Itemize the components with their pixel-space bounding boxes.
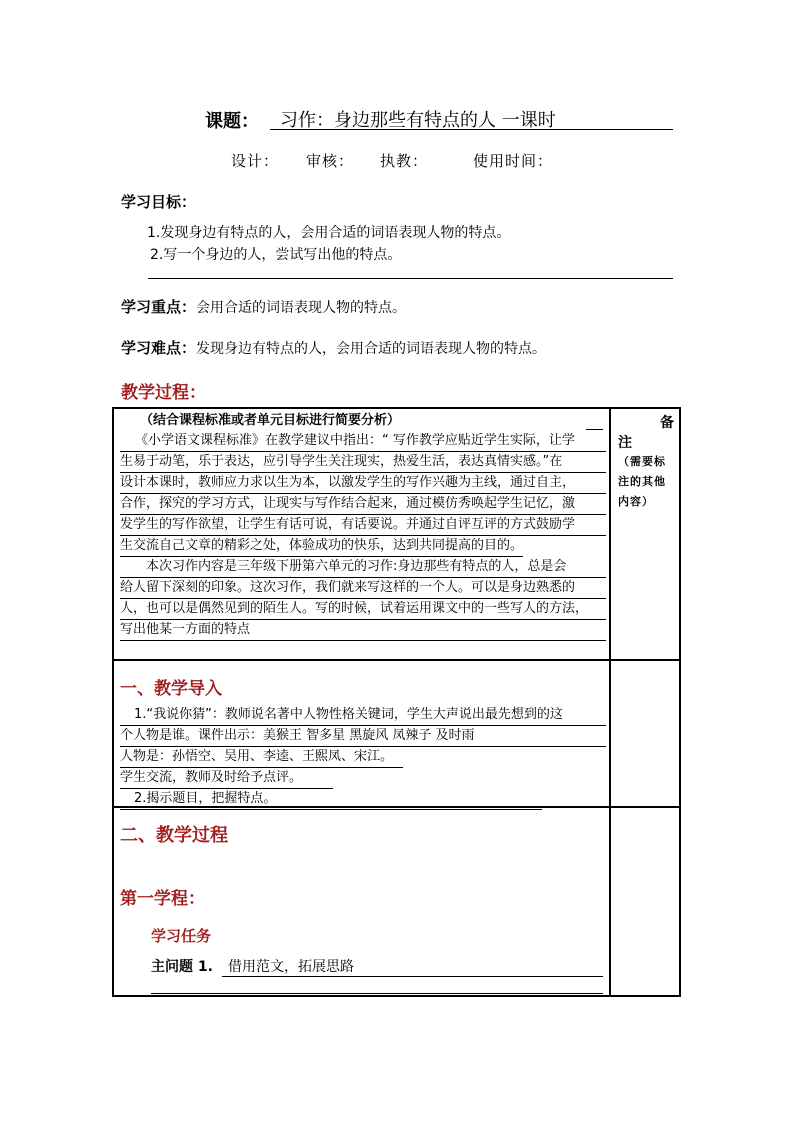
- main-question-label: 主问题 1.: [151, 959, 213, 975]
- intro-line: 本次习作内容是三年级下册第六单元的习作:身边那些有特点的人，总是会: [120, 557, 606, 578]
- main-question: [151, 956, 213, 976]
- objective-item-2: 2.写一个身边的人，尝试写出他的特点。: [150, 247, 402, 263]
- process-heading: 教学过程：: [121, 383, 206, 403]
- objective-item-1: 1.发现身边有特点的人，会用合适的词语表现人物的特点。: [147, 225, 511, 241]
- meta-design: 设计：: [231, 152, 280, 170]
- note-line: 内容）: [618, 495, 654, 508]
- section1-line: 个人物是谁。课件出示：美猴王 智多星 黑旋风 凤辣子 及时雨: [120, 726, 606, 747]
- main-question-text: 借用范文，拓展思路: [222, 956, 603, 977]
- intro-line: 生易于动笔，乐于表达，应引导学生关注现实，热爱生活，表达真情实感。”在: [120, 452, 606, 473]
- underline: [586, 429, 603, 430]
- section1-line: 人物是：孙悟空、吴用、李逵、王熙凤、宋江。: [120, 747, 403, 768]
- meta-date: 使用时间：: [473, 152, 554, 170]
- meta-review: 审核：: [306, 152, 355, 170]
- divider: [148, 278, 673, 279]
- intro-line: 发学生的写作欲望，让学生有话可说，有话要说。并通过自评互评的方式鼓励学: [120, 515, 606, 536]
- section1-heading: 一、教学导入: [120, 679, 222, 699]
- key-point: [121, 296, 406, 317]
- table-column-divider: [609, 407, 611, 997]
- section1-line: 1.“我说你猜”：教师说名著中人物性格关键词，学生大声说出最先想到的这: [120, 705, 606, 726]
- table-row-divider: [112, 659, 681, 661]
- note-line: （需要标: [618, 455, 666, 468]
- section2-heading: 二、教学过程: [120, 825, 228, 846]
- intro-line: 《小学语文课程标准》在教学建议中指出：“ 写作教学应贴近学生实际，让学: [120, 431, 606, 452]
- task-label: 学习任务: [151, 927, 212, 945]
- section1-content: [120, 705, 606, 810]
- objectives-heading: 学习目标：: [121, 193, 197, 211]
- key-point-label: 学习重点：: [121, 298, 197, 316]
- intro-line: 设计本课时，教师应力求以生为本，以激发学生的写作兴趣为主线，通过自主，: [120, 473, 606, 494]
- intro-line: 给人留下深刻的印象。这次习作，我们就来写这样的一个人。可以是身边熟悉的: [120, 578, 606, 599]
- intro-line: 生交流自己文章的精彩之处，体验成功的快乐，达到共同提高的目的。: [120, 536, 523, 557]
- note-title-1: 备: [660, 415, 674, 431]
- intro-line: 人，也可以是偶然见到的陌生人。写的时候，试着运用课文中的一些写人的方法，: [120, 599, 606, 620]
- key-point-text: 会用合适的词语表现人物的特点。: [196, 300, 407, 316]
- stage1-heading: 第一学程：: [120, 889, 205, 909]
- difficulty-text: 发现身边有特点的人，会用合适的词语表现人物的特点。: [196, 341, 547, 357]
- title-label: 课题：: [205, 111, 259, 132]
- difficulty: [121, 337, 546, 358]
- section1-line: 2.揭示题目，把握特点。: [120, 789, 542, 810]
- meta-teacher: 执教：: [380, 152, 429, 170]
- section1-line: 学生交流，教师及时给予点评。: [120, 768, 333, 789]
- intro-title: （结合课程标准或者单元目标进行简要分析）: [140, 413, 401, 428]
- difficulty-label: 学习难点：: [121, 339, 197, 357]
- answer-line: [151, 993, 603, 994]
- intro-line: 写出他某一方面的特点: [120, 620, 606, 641]
- intro-line: 合作，探究的学习方式，让现实与写作结合起来，通过模仿秀唤起学生记忆，激: [120, 494, 606, 515]
- intro-paragraph: [120, 431, 606, 641]
- note-line: 注的其他: [618, 475, 666, 488]
- note-text: [618, 452, 666, 512]
- note-title-2: 注: [618, 435, 632, 451]
- lesson-title: 习作：身边那些有特点的人 一课时: [270, 106, 673, 130]
